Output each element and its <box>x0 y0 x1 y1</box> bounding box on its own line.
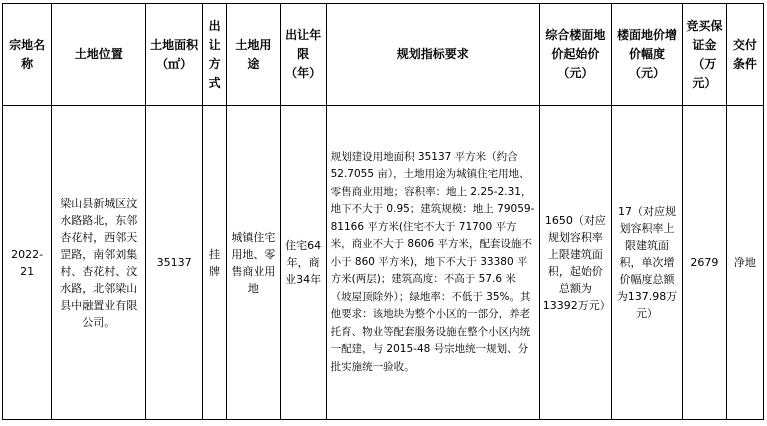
header-increment: 楼面地价增价幅度（元） <box>611 4 682 106</box>
cell-parcel-no: 2022-21 <box>3 106 52 420</box>
cell-location: 梁山县新城区汶水路路北，东邻杏花村，西邻天罡路，南邻刘集村、杏花村、汶水路，北邻梁山县中融置业有限公司。 <box>52 106 146 420</box>
cell-area: 35137 <box>146 106 203 420</box>
land-auction-table <box>2 3 764 420</box>
cell-planning: 规划建设用地面积 35137 平方米（约合 52.7055 亩），土地用途为城镇住宅用地、零售商业用地；容积率：地上 2.25-2.31，地下不大于 0.95；建筑规模：地上 79059-81166 平方米(住宅不大于 71700 平方米，商业不大于 8606 平方米，配套设施不小于 860 平方米)，地下不大于 33380 平方米(两层)；建筑高度：不高于 57.6 米（坡屋顶除外）；绿地率：不低于 35%。其他要求：该地块为整个小区的一部分，养老托育、物业等配套服务设施在整个小区内统一配建，与 2015-48 号宗地统一规划、分批实施统一验收。 <box>326 106 539 420</box>
header-location: 土地位置 <box>52 4 146 106</box>
cell-start-price: 1650（对应规划容积率上限建筑面积，起始价总额为13392万元） <box>539 106 611 420</box>
cell-deposit: 2679 <box>683 106 727 420</box>
header-delivery: 交付条件 <box>726 4 763 106</box>
cell-delivery: 净地 <box>726 106 763 420</box>
header-deposit: 竞买保证金（万元） <box>683 4 727 106</box>
cell-transfer-method: 挂牌 <box>203 106 227 420</box>
table-row <box>3 106 764 420</box>
header-start-price: 综合楼面地价起始价（元） <box>539 4 611 106</box>
header-area: 土地面积（㎡） <box>146 4 203 106</box>
cell-term: 住宅64年，商业34年 <box>280 106 326 420</box>
header-term: 出让年限（年） <box>280 4 326 106</box>
header-transfer-method: 出让方式 <box>203 4 227 106</box>
header-land-use: 土地用途 <box>227 4 281 106</box>
header-parcel-no: 宗地名称 <box>3 4 52 106</box>
header-planning: 规划指标要求 <box>326 4 539 106</box>
cell-land-use: 城镇住宅用地、零售商业用地 <box>227 106 281 420</box>
cell-increment: 17（对应规划容积率上限建筑面积，单次增价幅度总额为137.98万元） <box>611 106 682 420</box>
header-row <box>3 4 764 106</box>
